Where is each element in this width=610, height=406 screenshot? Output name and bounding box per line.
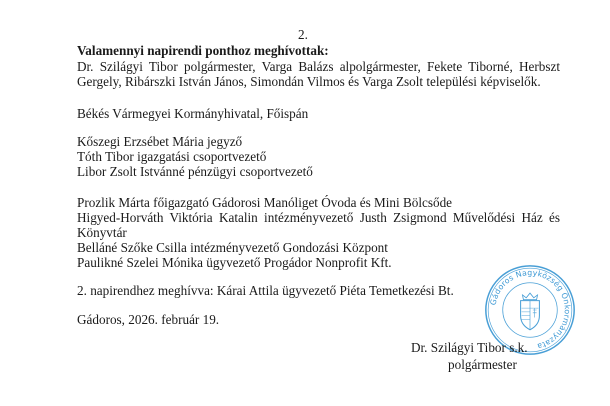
invitees-line-2: Gergely, Ribárszki István János, Simondán Vilmos és Varga Zsolt települési képviselők. — [77, 74, 541, 89]
institution-head-4: Paulikné Szelei Mónika ügyvezető Progádor Nonprofit Kft. — [77, 255, 392, 270]
place-date: Gádoros, 2026. február 19. — [77, 312, 220, 327]
institution-head-2: Higyed-Horváth Viktória Katalin intézményvezető Justh Zsigmond Művelődési Ház és — [77, 210, 560, 225]
official-2: Tóth Tibor igazgatási csoportvezető — [77, 149, 267, 164]
official-3: Libor Zsolt Istvánné pénzügyi csoportvezető — [77, 164, 313, 179]
institution-head-3: Belláné Szőke Csilla intézményvezető Gondozási Központ — [77, 240, 388, 255]
institution-head-1: Prozlik Márta főigazgató Gádorosi Manóliget Óvoda és Mini Bölcsőde — [77, 195, 453, 210]
agenda-2-invite: 2. napirendhez meghívva: Kárai Attila ügyvezető Piéta Temetkezési Bt. — [77, 283, 454, 298]
signature-title: polgármester — [448, 357, 517, 372]
institution-head-2-cont: Könyvtár — [77, 225, 127, 240]
stamp-text: Gádoros Nagyközség Önkormányzata — [488, 268, 572, 351]
signature-name: Dr. Szilágyi Tibor s.k. — [411, 340, 528, 355]
government-office: Békés Vármegyei Kormányhivatal, Főispán — [77, 106, 309, 121]
invitees-heading: Valamennyi napirendi ponthoz meghívottak: — [77, 43, 329, 58]
invitees-line-1: Dr. Szilágyi Tibor polgármester, Varga Balázs alpolgármester, Fekete Tiborné, Herbszt — [77, 59, 560, 74]
official-1: Kőszegi Erzsébet Mária jegyző — [77, 134, 243, 149]
page-number: 2. — [298, 27, 308, 42]
